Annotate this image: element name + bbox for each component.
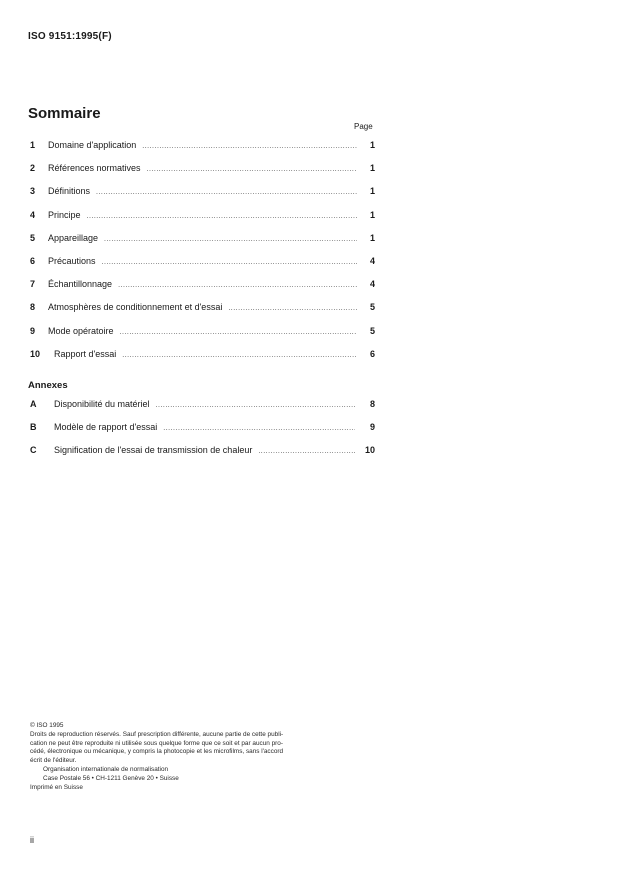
toc-entry-page: 4: [369, 279, 375, 290]
toc-entry-label: Principe: [48, 209, 81, 220]
toc-title: Sommaire: [28, 105, 101, 122]
toc-entry[interactable]: [30, 233, 375, 256]
toc-entry-number: 9: [30, 325, 36, 336]
annex-entry-label: Disponibilité du matériel: [54, 399, 150, 409]
toc-entry-number: 8: [30, 302, 36, 313]
toc-entry[interactable]: [30, 279, 375, 302]
toc-entry-label: Domaine d'application: [48, 140, 137, 150]
toc-entry[interactable]: [30, 256, 375, 279]
dot-leader: [142, 143, 357, 150]
dot-leader: [102, 259, 357, 266]
annex-entry-page: 10: [364, 445, 375, 456]
toc-entry[interactable]: [30, 163, 375, 186]
dot-leader: [118, 282, 357, 289]
annex-entry-label: Signification de l'essai de transmission de chaleur: [54, 445, 253, 456]
toc-entry-label: Références normatives: [48, 163, 141, 174]
dot-leader: [156, 402, 355, 409]
toc-entry-label: Appareillage: [48, 232, 99, 243]
toc-entry-number: 5: [30, 232, 36, 243]
toc-entry[interactable]: [30, 326, 375, 349]
toc-entry-page: 1: [369, 209, 375, 220]
dot-leader: [104, 236, 357, 243]
dot-leader: [258, 448, 355, 455]
page-column-label: Page: [354, 122, 373, 131]
dot-leader: [120, 329, 357, 336]
annex-entry-page: 8: [369, 399, 375, 409]
dot-leader: [87, 213, 357, 220]
dot-leader: [163, 425, 355, 432]
annex-entry[interactable]: [30, 445, 375, 468]
annex-entry[interactable]: [30, 399, 375, 422]
annex-entry-letter: B: [30, 422, 37, 433]
annex-entry-letter: C: [30, 445, 37, 456]
toc-entry[interactable]: [30, 140, 375, 163]
annexes-title: Annexes: [28, 380, 68, 391]
toc-entry-number: 1: [30, 140, 36, 150]
toc-entry-page: 1: [369, 140, 375, 150]
toc-entry-page: 1: [369, 163, 375, 174]
toc-entry-number: 7: [30, 279, 36, 290]
dot-leader: [96, 189, 357, 196]
toc-entry-label: Échantillonnage: [48, 279, 113, 290]
rights-text-line: écrit de l'éditeur.: [30, 757, 77, 765]
copyright-footer: [30, 722, 385, 792]
toc-entry-label: Définitions: [48, 186, 91, 197]
toc-entry-label: Mode opératoire: [48, 325, 114, 336]
toc-entry-page: 5: [369, 325, 375, 336]
dot-leader: [122, 352, 357, 359]
annex-entry-label: Modèle de rapport d'essai: [54, 422, 158, 433]
copyright-line: © ISO 1995: [30, 722, 64, 729]
toc-entry[interactable]: [30, 302, 375, 325]
table-of-contents: [30, 140, 375, 372]
organisation-address: Case Postale 56 • CH-1211 Genève 20 • Suisse: [43, 774, 179, 782]
toc-entry[interactable]: [30, 210, 375, 233]
rights-text-line: Droits de reproduction réservés. Sauf prescription différente, aucune partie de cette publi-: [30, 730, 284, 738]
dot-leader: [147, 166, 357, 173]
toc-entry[interactable]: [30, 186, 375, 209]
toc-entry-page: 5: [369, 302, 375, 313]
toc-entry-page: 4: [369, 255, 375, 266]
dot-leader: [228, 305, 357, 312]
toc-entry-label: Atmosphères de conditionnement et d'essai: [48, 302, 223, 313]
organisation-name: Organisation internationale de normalisation: [43, 765, 169, 773]
toc-entry-page: 1: [369, 232, 375, 243]
annexes-list: [30, 399, 375, 469]
printed-in: Imprimé en Suisse: [30, 783, 83, 791]
toc-entry-label: Précautions: [48, 255, 96, 266]
annex-entry-letter: A: [30, 399, 37, 409]
toc-entry-number: 3: [30, 186, 36, 197]
toc-entry[interactable]: [30, 349, 375, 372]
page-number: ii: [30, 835, 34, 845]
rights-text-line: cédé, électronique ou mécanique, y compris la photocopie et les microfilms, sans l'accord: [30, 748, 284, 756]
toc-entry-page: 6: [369, 348, 375, 359]
toc-entry-number: 6: [30, 255, 36, 266]
rights-text-line: cation ne peut être reproduite ni utilisée sous quelque forme que ce soit et par aucun pro-: [30, 739, 283, 747]
toc-entry-page: 1: [369, 186, 375, 197]
toc-entry-number: 10: [30, 348, 41, 359]
toc-entry-number: 2: [30, 163, 36, 174]
document-header: ISO 9151:1995(F): [28, 31, 112, 42]
toc-entry-label: Rapport d'essai: [54, 348, 117, 359]
annex-entry[interactable]: [30, 422, 375, 445]
annex-entry-page: 9: [369, 422, 375, 433]
toc-entry-number: 4: [30, 209, 36, 220]
